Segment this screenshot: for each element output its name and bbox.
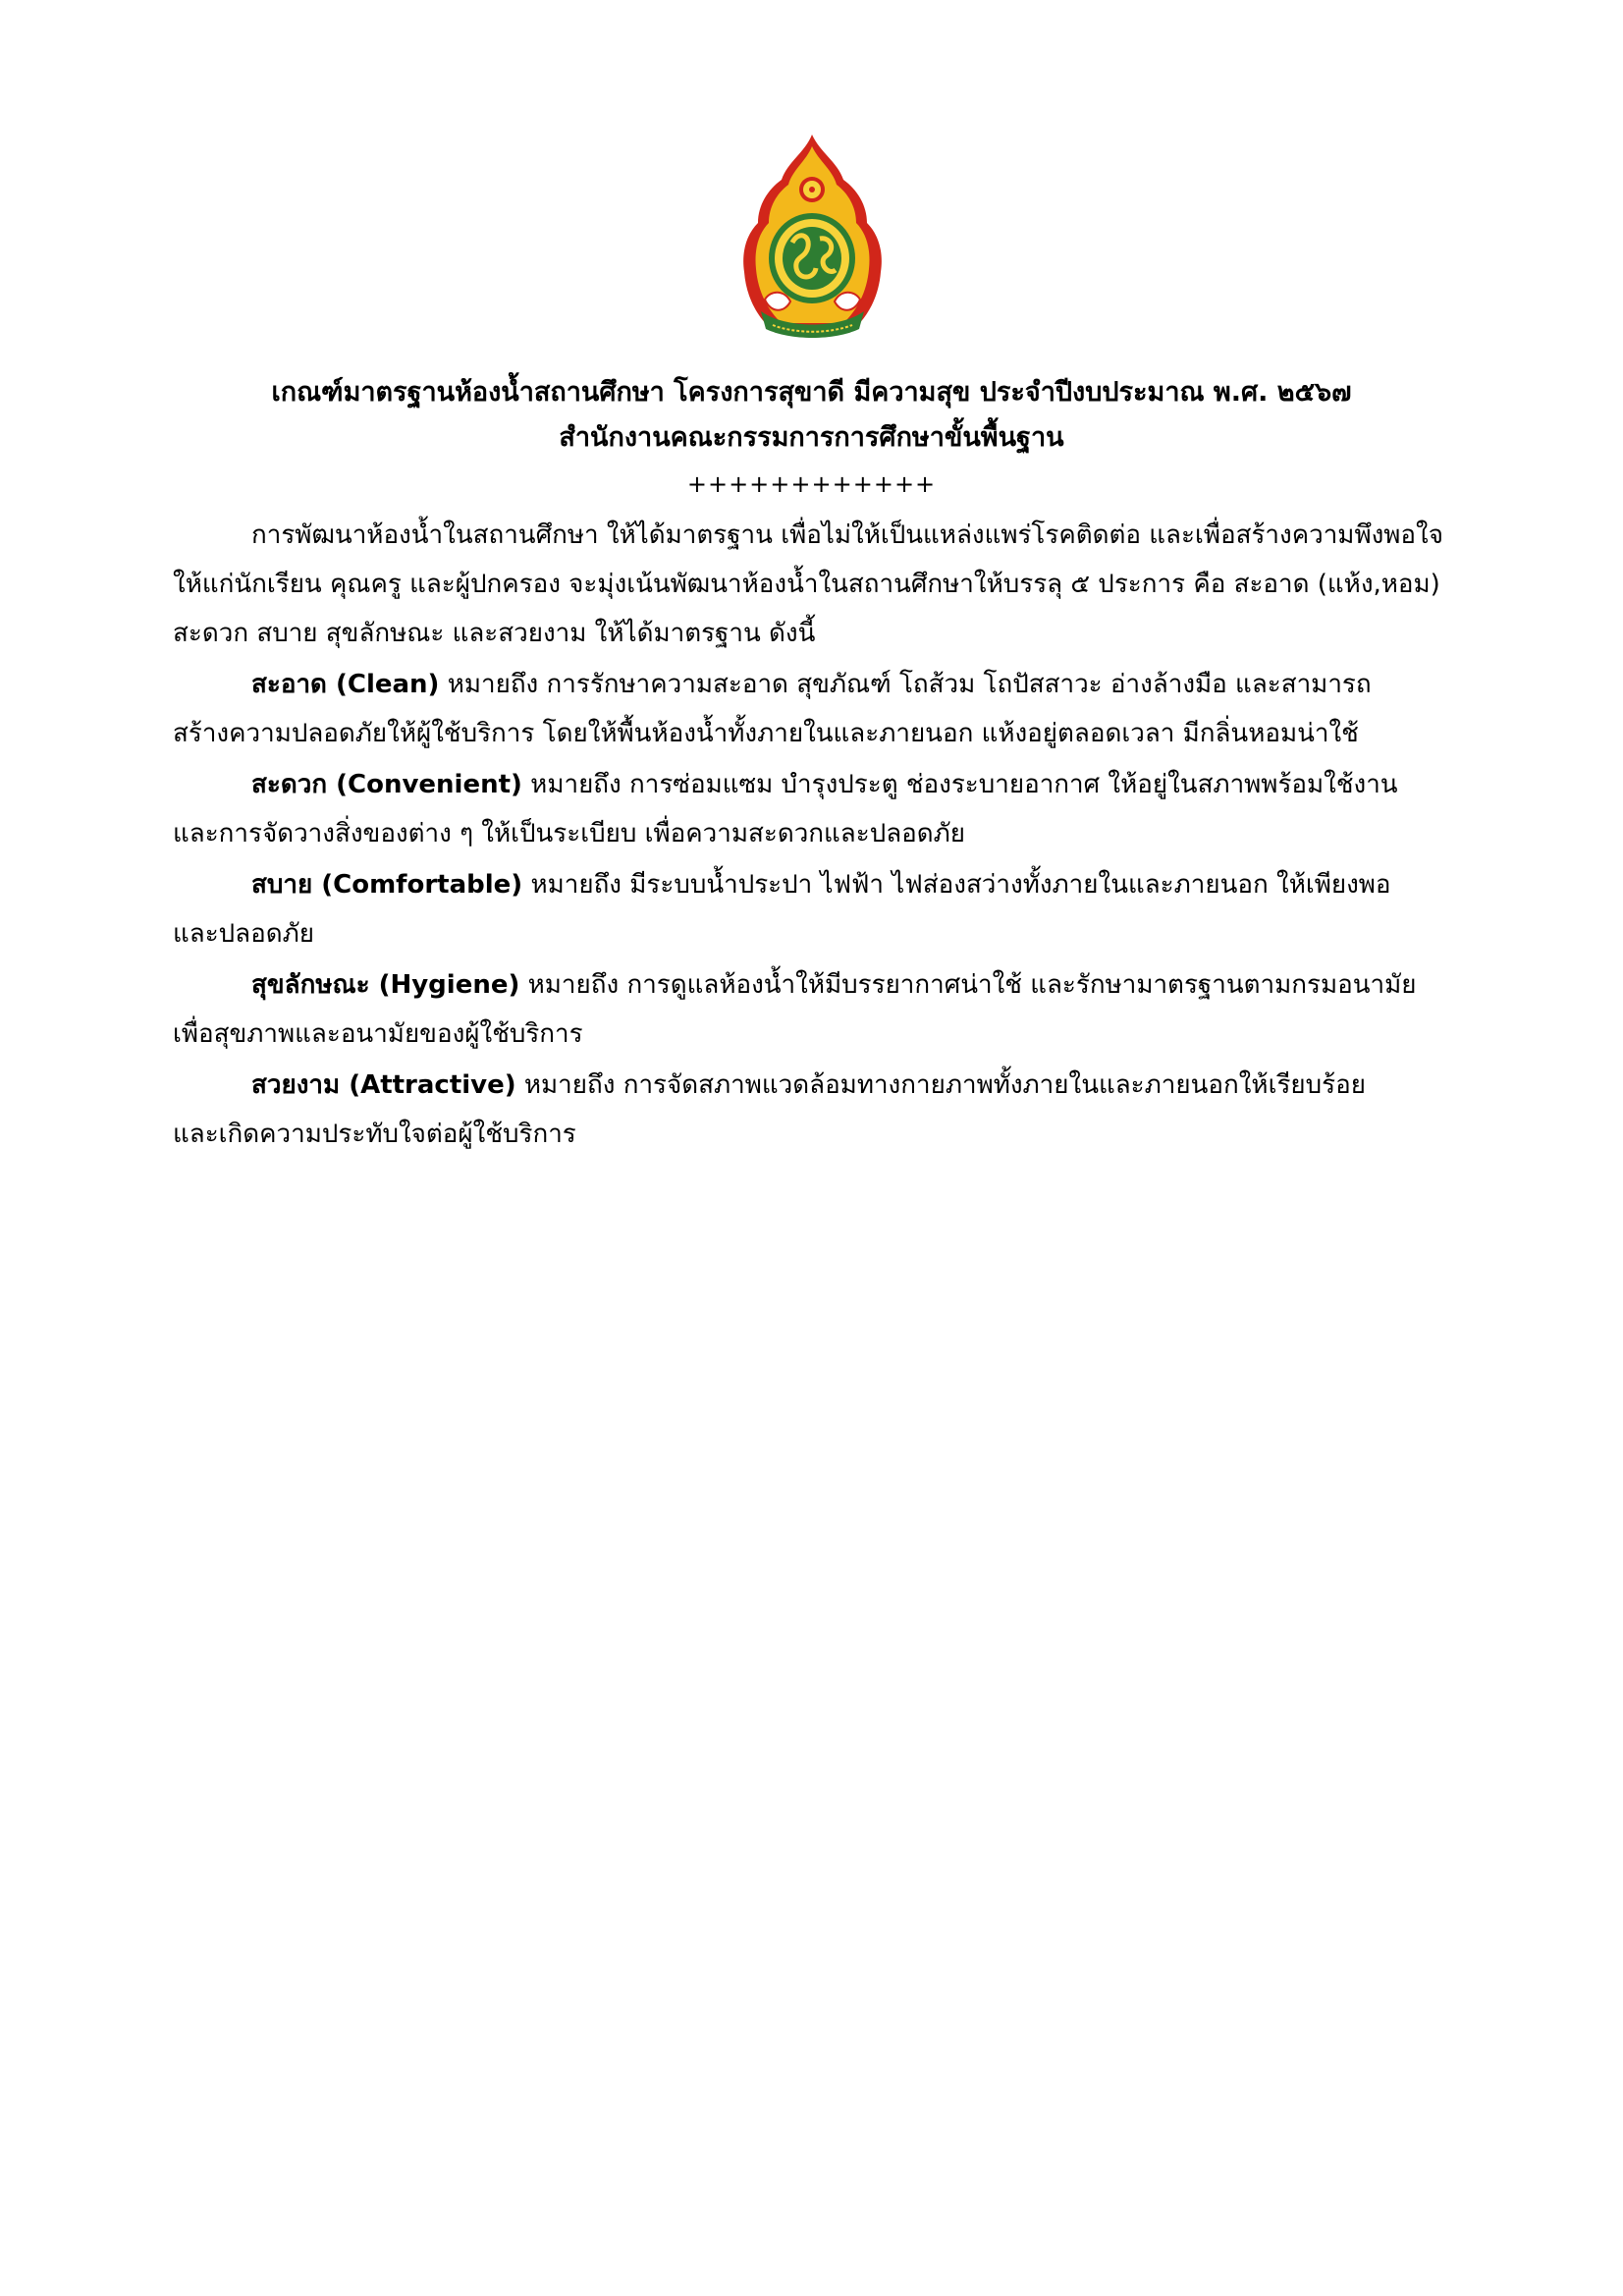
criterion-first-line — [173, 660, 1469, 709]
document-title: เกณฑ์มาตรฐานห้องน้ำสถานศึกษา โครงการสุขาดี มีความสุข ประจำปีงบประมาณ พ.ศ. ๒๕๖๗ — [271, 377, 1352, 408]
criterion-clean — [173, 660, 1469, 758]
criterion-term: สะดวก (Convenient) — [251, 770, 522, 799]
criterion-first-line — [173, 960, 1469, 1010]
intro-paragraph — [173, 511, 1469, 658]
criterion-text: หมายถึง การรักษาความสะอาด สุขภัณฑ์ โถส้วม โถปัสสาวะ อ่างล้างมือ และสามารถ — [439, 670, 1372, 699]
obec-emblem-icon — [741, 133, 884, 341]
criterion-second-line: และเกิดความประทับใจต่อผู้ใช้บริการ — [173, 1120, 576, 1149]
criterion-term: สุขลักษณะ (Hygiene) — [251, 970, 520, 1000]
criterion-second-line: สร้างความปลอดภัยให้ผู้ใช้บริการ โดยให้พื้นห้องน้ำทั้งภายในและภายนอก แห้งอยู่ตลอดเวลา มีกลิ่นหอมน่าใช้ — [173, 719, 1359, 748]
criterion-second-line: เพื่อสุขภาพและอนามัยของผู้ใช้บริการ — [173, 1019, 583, 1049]
criterion-term: สบาย (Comfortable) — [251, 870, 523, 900]
criterion-text: หมายถึง การซ่อมแซม บำรุงประตู ช่องระบายอากาศ ให้อยู่ในสภาพพร้อมใช้งาน — [521, 770, 1398, 799]
criterion-hygiene — [173, 960, 1469, 1059]
criterion-term: สะอาด (Clean) — [251, 670, 440, 699]
criterion-second-line: และการจัดวางสิ่งของต่าง ๆ ให้เป็นระเบียบ เพื่อความสะดวกและปลอดภัย — [173, 819, 966, 848]
intro-line: ให้แก่นักเรียน คุณครู และผู้ปกครอง จะมุ่งเน้นพัฒนาห้องน้ำในสถานศึกษาให้บรรลุ ๕ ประการ คือ สะอาด (แห้ง,หอม) — [173, 570, 1440, 599]
criterion-attractive — [173, 1061, 1469, 1159]
criterion-comfortable — [173, 860, 1469, 958]
criterion-term: สวยงาม (Attractive) — [251, 1070, 516, 1100]
criterion-text: หมายถึง มีระบบน้ำประปา ไฟฟ้า ไฟส่องสว่างทั้งภายในและภายนอก ให้เพียงพอ — [522, 870, 1391, 900]
criterion-first-line — [173, 760, 1469, 809]
criterion-first-line — [173, 860, 1469, 909]
intro-line: การพัฒนาห้องน้ำในสถานศึกษา ให้ได้มาตรฐาน เพื่อไม่ให้เป็นแหล่งแพร่โรคติดต่อ และเพื่อสร้างความพึงพอใจ — [251, 520, 1443, 550]
criterion-second-line: และปลอดภัย — [173, 919, 314, 949]
document-body — [173, 511, 1469, 1161]
criterion-convenient — [173, 760, 1469, 858]
criterion-text: หมายถึง การจัดสภาพแวดล้อมทางกายภาพทั้งภายในและภายนอกให้เรียบร้อย — [515, 1070, 1366, 1100]
criterion-first-line — [173, 1061, 1469, 1110]
document-subtitle: สำนักงานคณะกรรมการการศึกษาขั้นพื้นฐาน — [559, 422, 1064, 453]
intro-line: สะดวก สบาย สุขลักษณะ และสวยงาม ให้ได้มาตรฐาน ดังนี้ — [173, 619, 816, 648]
criterion-text: หมายถึง การดูแลห้องน้ำให้มีบรรยากาศน่าใช้ และรักษามาตรฐานตามกรมอนามัย — [519, 970, 1417, 1000]
divider-line: ++++++++++++ — [686, 470, 937, 498]
